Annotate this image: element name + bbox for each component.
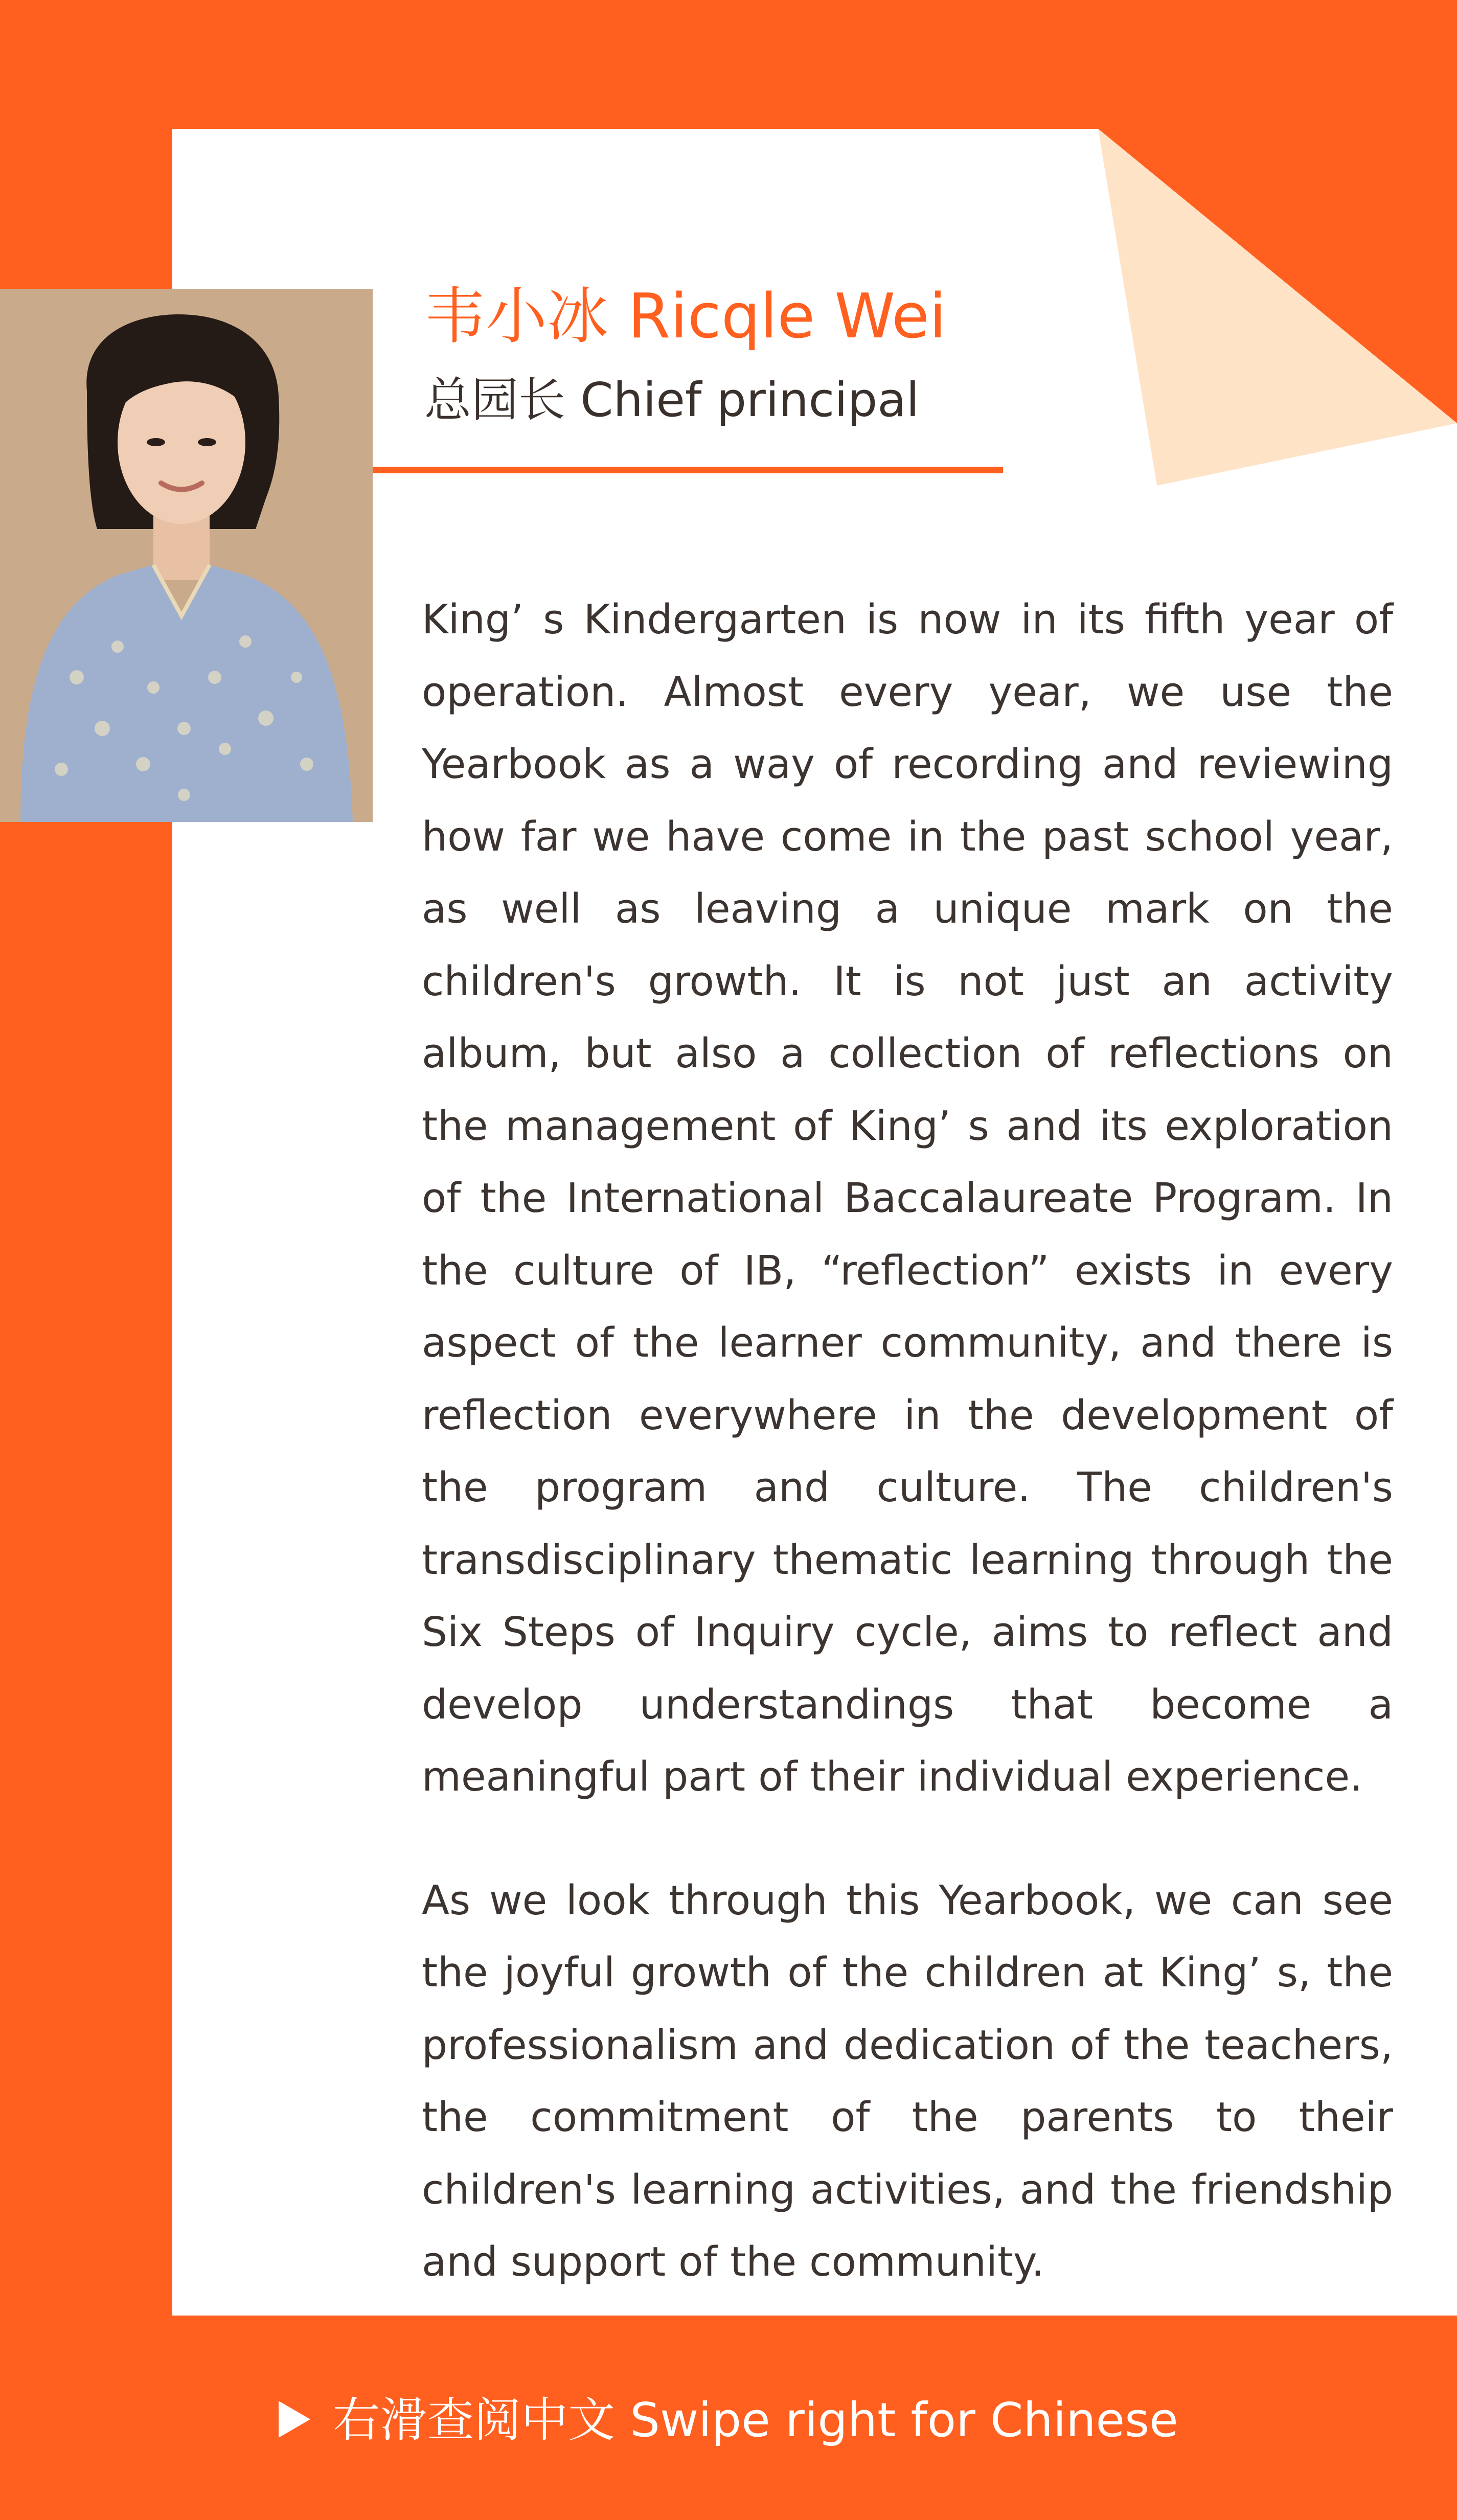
letter-paragraph: King’ s Kindergarten is now in its fifth year of operation. Almost every year, we use the Yearbook as a way of recording and reviewing how far we have come in the past school year, as well as leaving a unique mark on the children's growth. It is not just an activity album, but also a collection of reflections on the management of King’ s and its exploration of the International Baccalaureate Program. In the culture of IB, “reflection” exists in every aspect of the learner community, and there is reflection everywhere in the development of the program and culture. The children's transdisciplinary thematic learning through the Six Steps of Inquiry cycle, aims to reflect and develop understandings that become a meaningful part of their individual experience. [422,596,1393,1800]
play-triangle-icon [279,2401,310,2438]
header-divider [373,467,1003,473]
swipe-hint-label: 右滑查阅中文 Swipe right for Chinese [333,2393,1178,2447]
principal-name: 韦小冰 Ricqle Wei [424,281,947,352]
swipe-hint[interactable] [0,2392,1457,2448]
letter-body [422,584,1393,2299]
principal-title: 总园长 Chief principal [424,373,920,427]
letter-paragraph: As we look through this Yearbook, we can see the joyful growth of the children at King’ s, the professionalism and dedication of the teachers, the commitment of the parents to their children's learning activities, and the friendship and support of the community. [422,1876,1393,2285]
portrait-photo [0,289,373,822]
